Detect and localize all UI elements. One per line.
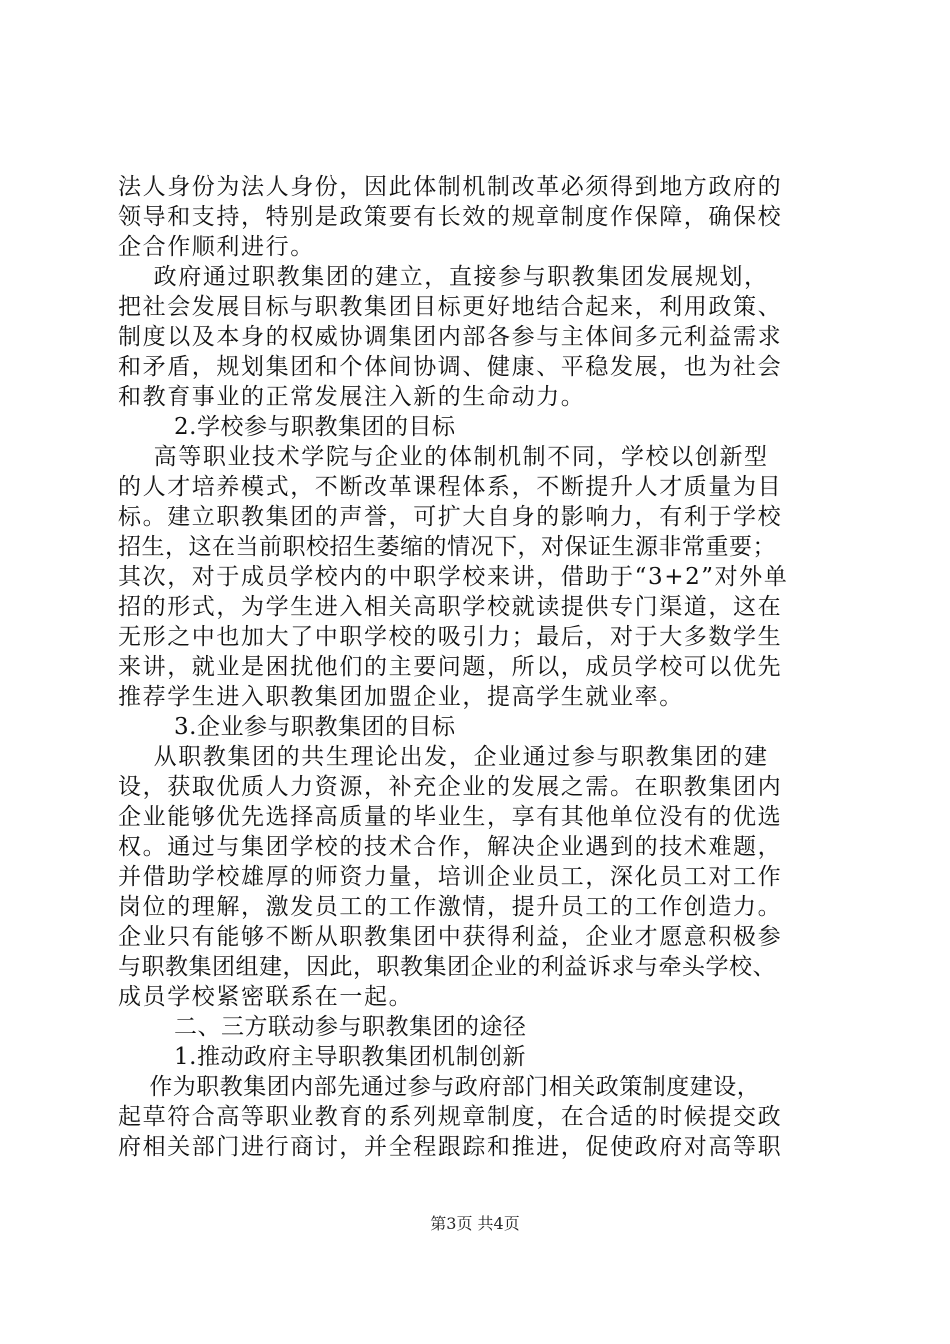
text-line: 和矛盾，规划集团和个体间协调、健康、平稳发展，也为社会 [118, 354, 783, 380]
subsection-heading: 1.推动政府主导职教集团机制创新 [174, 1044, 526, 1070]
text-line: 府相关部门进行商讨，并全程跟踪和推进，促使政府对高等职 [118, 1134, 783, 1160]
text-line: 权。通过与集团学校的技术合作，解决企业遇到的技术难题， [118, 834, 783, 860]
text-line: 法人身份为法人身份，因此体制机制改革必须得到地方政府的 [118, 174, 783, 200]
text-line: 领导和支持，特别是政策要有长效的规章制度作保障，确保校 [118, 204, 783, 230]
text-line: 企业能够优先选择高质量的毕业生，享有其他单位没有的优选 [118, 804, 783, 830]
text-line: 推荐学生进入职教集团加盟企业，提高学生就业率。 [118, 684, 684, 710]
text-line: 岗位的理解，激发员工的工作激情，提升员工的工作创造力。 [118, 894, 783, 920]
text-line: 政府通过职教集团的建立，直接参与职教集团发展规划， [118, 264, 769, 290]
page-footer: 第3页 共4页 [430, 1214, 520, 1233]
text-line: 来讲，就业是困扰他们的主要问题，所以，成员学校可以优先 [118, 654, 783, 680]
section-heading: 2.学校参与职教集团的目标 [174, 414, 456, 440]
section-heading: 二、三方联动参与职教集团的途径 [174, 1014, 527, 1040]
text-line: 从职教集团的共生理论出发，企业通过参与职教集团的建 [118, 744, 769, 770]
text-line: 企合作顺利进行。 [118, 234, 315, 260]
text-line: 制度以及本身的权威协调集团内部各参与主体间多元利益需求 [118, 324, 783, 350]
text-line: 企业只有能够不断从职教集团中获得利益，企业才愿意积极参 [118, 924, 783, 950]
text-line: 与职教集团组建，因此，职教集团企业的利益诉求与牵头学校、 [118, 954, 776, 980]
text-line: 起草符合高等职业教育的系列规章制度，在合适的时候提交政 [118, 1104, 783, 1130]
text-line: 招生，这在当前职校招生萎缩的情况下，对保证生源非常重要； [118, 534, 776, 560]
text-line: 并借助学校雄厚的师资力量，培训企业员工，深化员工对工作 [118, 864, 783, 890]
body-text [118, 172, 834, 1162]
text-line: 招的形式，为学生进入相关高职学校就读提供专门渠道，这在 [118, 594, 783, 620]
text-line: 无形之中也加大了中职学校的吸引力；最后，对于大多数学生 [118, 624, 783, 650]
text-line: 其次，对于成员学校内的中职学校来讲，借助于“3+2”对外单 [118, 564, 789, 590]
text-line: 标。建立职教集团的声誉，可扩大自身的影响力，有利于学校 [118, 504, 783, 530]
text-line: 把社会发展目标与职教集团目标更好地结合起来，利用政策、 [118, 294, 783, 320]
section-heading: 3.企业参与职教集团的目标 [174, 714, 456, 740]
text-line: 设，获取优质人力资源，补充企业的发展之需。在职教集团内 [118, 774, 783, 800]
text-line: 的人才培养模式，不断改革课程体系，不断提升人才质量为目 [118, 474, 783, 500]
text-line: 高等职业技术学院与企业的体制机制不同，学校以创新型 [118, 444, 769, 470]
text-line: 成员学校紧密联系在一起。 [118, 984, 414, 1010]
text-line: 和教育事业的正常发展注入新的生命动力。 [118, 384, 586, 410]
text-line: 作为职教集团内部先通过参与政府部门相关政策制度建设， [118, 1074, 761, 1100]
